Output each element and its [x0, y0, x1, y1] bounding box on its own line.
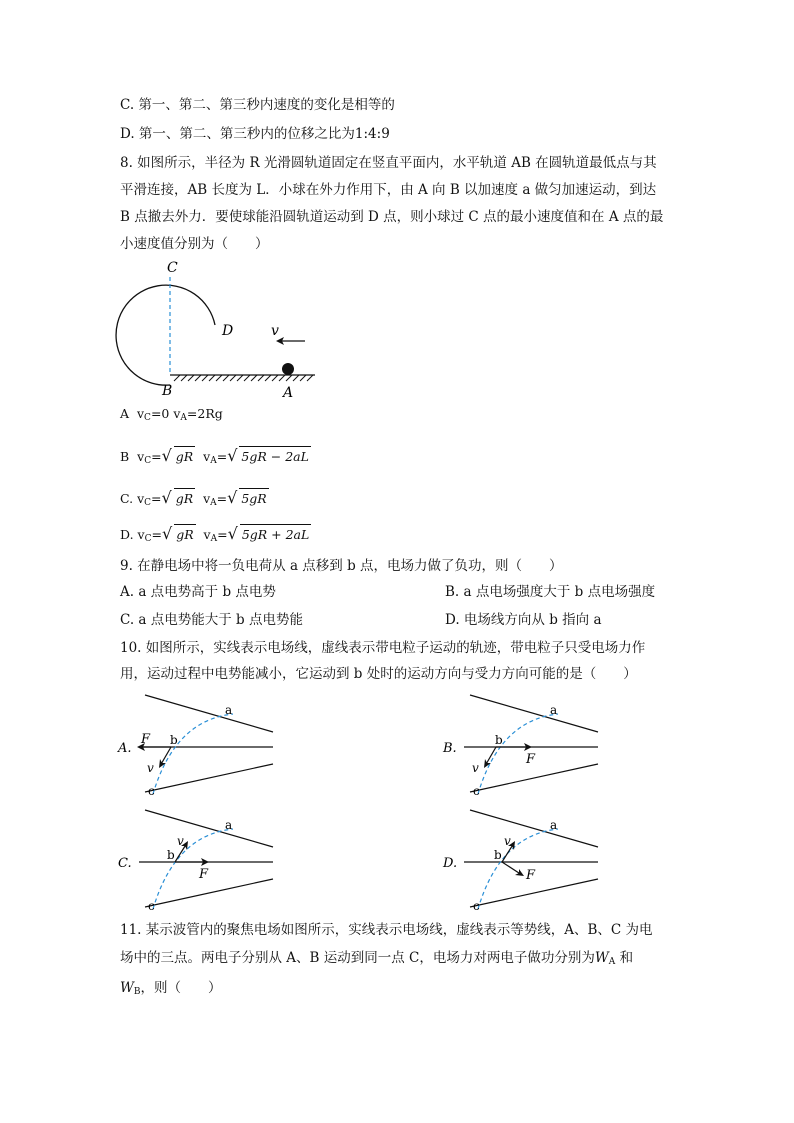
svg-text:v: v [504, 834, 511, 848]
q11-stem-line-2: 场中的三点。两电子分别从 A、B 运动到同一点 C，电场力对两电子做功分别为$W_A$ 和 [120, 950, 634, 967]
q10-figure-a [115, 690, 280, 800]
q10-stem-line-1: 10. 如图所示，实线表示电场线，虚线表示带电粒子运动的轨迹，带电粒子只受电场力作 [120, 640, 646, 656]
svg-text:F: F [199, 867, 209, 882]
q9-option-a: A. a 点电势高于 b 点电势 [120, 584, 276, 600]
q11-stem-line-1: 11. 某示波管内的聚焦电场如图所示，实线表示电场线，虚线表示等势线，A、B、C 为电 [120, 922, 653, 938]
q9-stem: 9. 在静电场中将一负电荷从 a 点移到 b 点，电场力做了负功，则（ ） [120, 558, 563, 574]
q9-option-c: C. a 点电势能大于 b 点电势能 [120, 612, 303, 628]
label-c: C [167, 260, 178, 276]
svg-text:c: c [473, 899, 480, 913]
svg-text:a: a [550, 703, 558, 717]
q8-option-c: C. $v_C=√$ gR $v_A=√$ 5gR [120, 488, 267, 508]
q10-figure-b [440, 690, 605, 800]
svg-text:b: b [170, 733, 178, 747]
q10-figure-c [115, 805, 280, 915]
svg-text:F: F [526, 868, 536, 883]
svg-text:C.: C. [118, 856, 132, 871]
q11-stem-line-3: $W_B$，则（ ） [120, 980, 222, 997]
svg-text:b: b [494, 848, 502, 862]
svg-text:b: b [167, 848, 175, 862]
svg-text:v: v [147, 761, 154, 775]
q8-stem-line-3: B 点撤去外力．要使球能沿圆轨道运动到 D 点，则小球过 C 点的最小速度值和在 A 点的最 [120, 209, 664, 225]
q8-stem-line-2: 平滑连接，AB 长度为 L．小球在外力作用下，由 A 向 B 以加速度 a 做匀加速运动，到达 [120, 182, 657, 198]
q8-stem-line-4: 小速度值分别为（ ） [120, 236, 269, 252]
q10-stem-line-2: 用，运动过程中电势能减小，它运动到 b 处时的运动方向与受力方向可能的是（ ） [120, 666, 637, 682]
svg-text:v: v [472, 761, 479, 775]
svg-text:a: a [550, 818, 558, 832]
svg-text:b: b [495, 733, 503, 747]
svg-text:A.: A. [118, 741, 132, 756]
svg-text:c: c [148, 784, 155, 798]
label-b: B [162, 383, 173, 399]
label-d: D [222, 323, 234, 339]
q7-option-c: C. 第一、第二、第三秒内速度的变化是相等的 [120, 97, 395, 113]
circular-track [116, 285, 215, 385]
q10-figure-d [440, 805, 605, 915]
q8-stem-line-1: 8. 如图所示，半径为 R 光滑圆轨道固定在竖直平面内，水平轨道 AB 在圆轨道最低点与其 [120, 155, 657, 171]
q8-option-b: B $v_C=√$ gR $v_A=√$ 5gR − 2aL [120, 446, 309, 466]
label-v: v [271, 323, 279, 339]
svg-text:a: a [225, 818, 233, 832]
q8-track-figure [110, 255, 330, 400]
svg-text:a: a [225, 703, 233, 717]
svg-text:D.: D. [443, 856, 458, 871]
q7-option-d: D. 第一、第二、第三秒内的位移之比为1:4:9 [120, 126, 390, 142]
label-a: A [283, 385, 294, 400]
svg-text:F: F [141, 732, 151, 747]
ball [282, 363, 294, 375]
svg-text:c: c [473, 784, 480, 798]
svg-text:c: c [148, 899, 155, 913]
q8-option-d: D. $v_C=√$ gR $v_A=√$ 5gR + 2aL [120, 524, 310, 544]
svg-text:F: F [526, 752, 536, 767]
q8-option-a: A $v_C=0$ $v_A=2Rg$ [120, 406, 223, 423]
svg-text:B.: B. [443, 741, 457, 756]
svg-text:v: v [177, 834, 184, 848]
q9-option-d: D. 电场线方向从 b 指向 a [445, 612, 602, 628]
q9-option-b: B. a 点电场强度大于 b 点电场强度 [445, 584, 656, 600]
